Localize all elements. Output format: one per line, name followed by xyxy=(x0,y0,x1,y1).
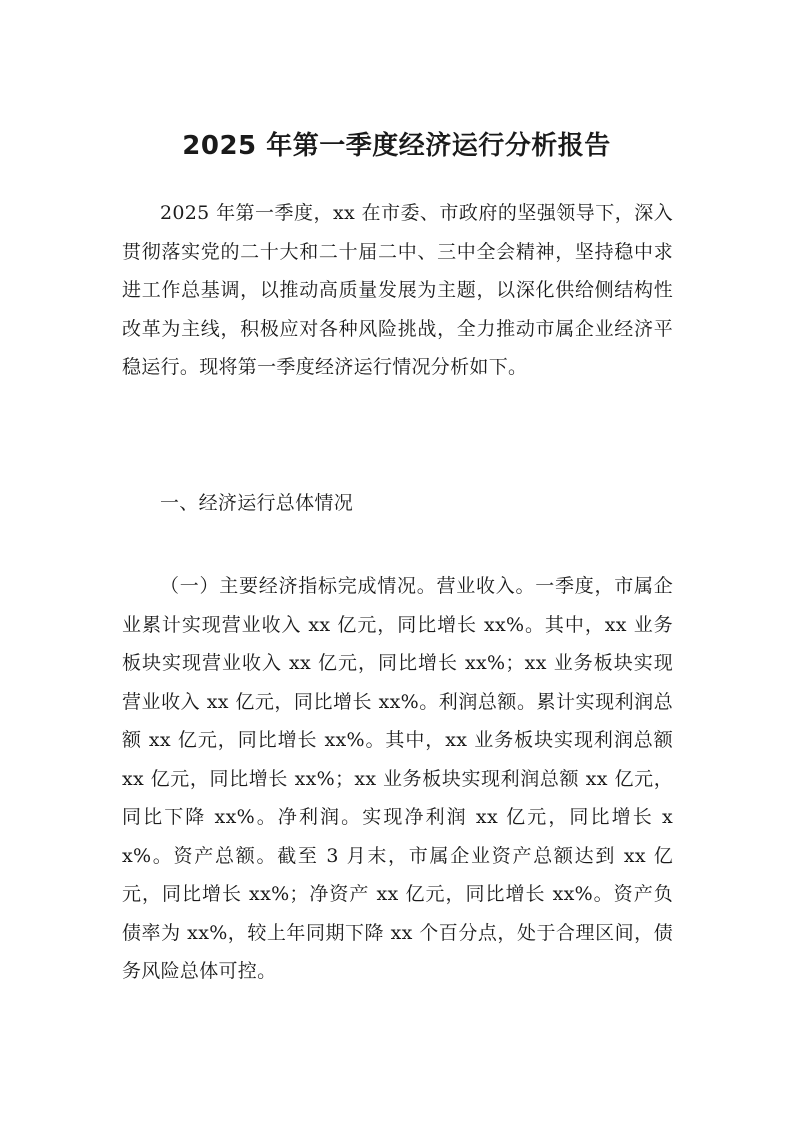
intro-paragraph: 2025 年第一季度，xx 在市委、市政府的坚强领导下，深入贯彻落实党的二十大和二十届二中、三中全会精神，坚持稳中求进工作总基调，以推动高质量发展为主题，以深化供给侧结构性改革为主线，积极应对各种风险挑战，全力推动市属企业经济平稳运行。现将第一季度经济运行情况分析如下。 xyxy=(122,202,673,378)
indicators-paragraph: （一）主要经济指标完成情况。营业收入。一季度，市属企业累计实现营业收入 xx 亿元，同比增长 xx%。其中，xx 业务板块实现营业收入 xx 亿元，同比增长 xx%；xx 业务板块实现营业收入 xx 亿元，同比增长 xx%。利润总额。累计实现利润总额 xx 亿元，同比增长 xx%。其中，xx 业务板块实现利润总额 xx 亿元，同比增长 xx%；xx 业务板块实现利润总额 xx 亿元，同比下降 xx%。净利润。实现净利润 xx 亿元，同比增长 xx%。资产总额。截至 3 月末，市属企业资产总额达到 xx 亿元，同比增长 xx%；净资产 xx 亿元，同比增长 xx%。资产负债率为 xx%，较上年同期下降 xx 个百分点，处于合理区间，债务风险总体可控。 xyxy=(122,575,673,982)
section-heading-overall: 一、经济运行总体情况 xyxy=(160,492,354,514)
document-title: 2025 年第一季度经济运行分析报告 xyxy=(182,131,611,161)
